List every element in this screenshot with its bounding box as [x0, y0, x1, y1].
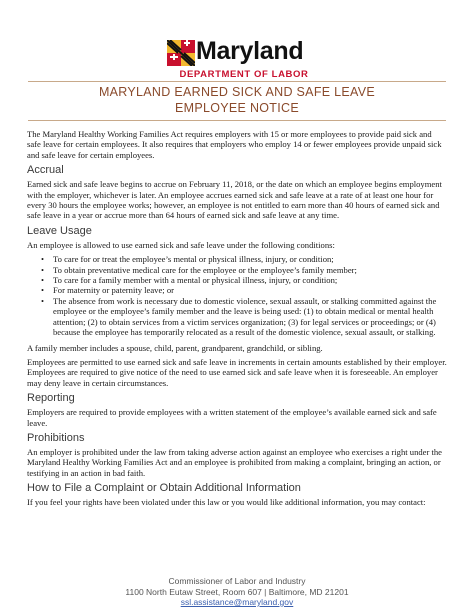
brand-name: Maryland	[196, 37, 304, 65]
list-item: • To care for a family member with a mental or physical illness, injury, or condition;	[27, 275, 447, 285]
leave-usage-intro: An employee is allowed to use earned sick and safe leave under the following conditions:	[27, 239, 335, 250]
accrual-paragraph: Earned sick and safe leave begins to accrue on February 11, 2018, or the date on which an employee begins employment with the employer, whichever is later. An employee accrues earned sick and safe leave at a rate of at least one hour for every 30 hours the employee works; however, an employee is not entitled to earn more than 40 hours of earned sick and safe leave in a year or accrue more than 64 hours of earned sick and safe leave at any time.	[27, 179, 442, 221]
increments-paragraph: Employees are permitted to use earned sick and safe leave in increments in certain amounts established by their employer. Employees are required to give notice of the need to use earned sick and safe leave when it is foreseeable. An employer may deny leave in certain circumstances.	[27, 356, 447, 388]
leave-conditions-list	[27, 254, 447, 337]
notice-title: MARYLAND EARNED SICK AND SAFE LEAVE	[98, 85, 376, 99]
leave-usage-heading: Leave Usage	[27, 224, 92, 237]
complaint-heading: How to File a Complaint or Obtain Additional Information	[27, 482, 301, 495]
reporting-paragraph: Employers are required to provide employees with a written statement of the employee’s available earned sick and safe leave.	[27, 407, 437, 428]
contact-email-link[interactable]: ssl.assistance@maryland.gov	[180, 597, 294, 607]
list-item: • For maternity or paternity leave; or	[27, 285, 447, 295]
complaint-paragraph: If you feel your rights have been violated under this law or you would like additional information, you may contact:	[27, 497, 426, 508]
notice-body	[27, 129, 447, 512]
maryland-flag-icon	[167, 40, 195, 66]
prohibitions-paragraph: An employer is prohibited under the law from taking adverse action against an employee who exercises a right under the Maryland Healthy Working Families Act and an employee is prohibited from making a complaint, bringing an action, or testifying in an action in bad faith.	[27, 446, 442, 478]
contact-block	[0, 576, 474, 608]
reporting-heading: Reporting	[27, 392, 75, 405]
title-band	[28, 81, 446, 121]
maryland-labor-logo	[0, 18, 474, 78]
list-item: • To care for or treat the employee’s mental or physical illness, injury, or condition;	[27, 254, 447, 264]
accrual-heading: Accrual	[27, 164, 64, 177]
intro-paragraph: The Maryland Healthy Working Families Act requires employers with 15 or more employees to provide paid sick and safe leave for certain employees. It also requires that employers who employ 14 or fewer employees provide unpaid sick and safe leave for certain employees.	[27, 129, 442, 160]
department-name: DEPARTMENT OF LABOR	[179, 69, 309, 80]
list-item: • To obtain preventative medical care for the employee or the employee’s family member;	[27, 265, 447, 275]
family-member-paragraph: A family member includes a spouse, child, parent, grandparent, grandchild, or sibling.	[27, 342, 323, 353]
contact-office: Commissioner of Labor and Industry	[168, 576, 306, 586]
notice-subtitle: EMPLOYEE NOTICE	[175, 101, 299, 115]
contact-address: 1100 North Eutaw Street, Room 607 | Baltimore, MD 21201	[125, 586, 349, 597]
prohibitions-heading: Prohibitions	[27, 431, 85, 444]
list-item: • The absence from work is necessary due to domestic violence, sexual assault, or stalking committed against the employee or the employee’s family member and the leave is being used: (1) to obtain medical or mental health attention; (2) to obtain services from a victim services organization; (3) for legal services or proceedings; or (4) because the employee has temporarily relocated as a result of the domestic violence, sexual assault, or stalking.	[27, 296, 447, 338]
